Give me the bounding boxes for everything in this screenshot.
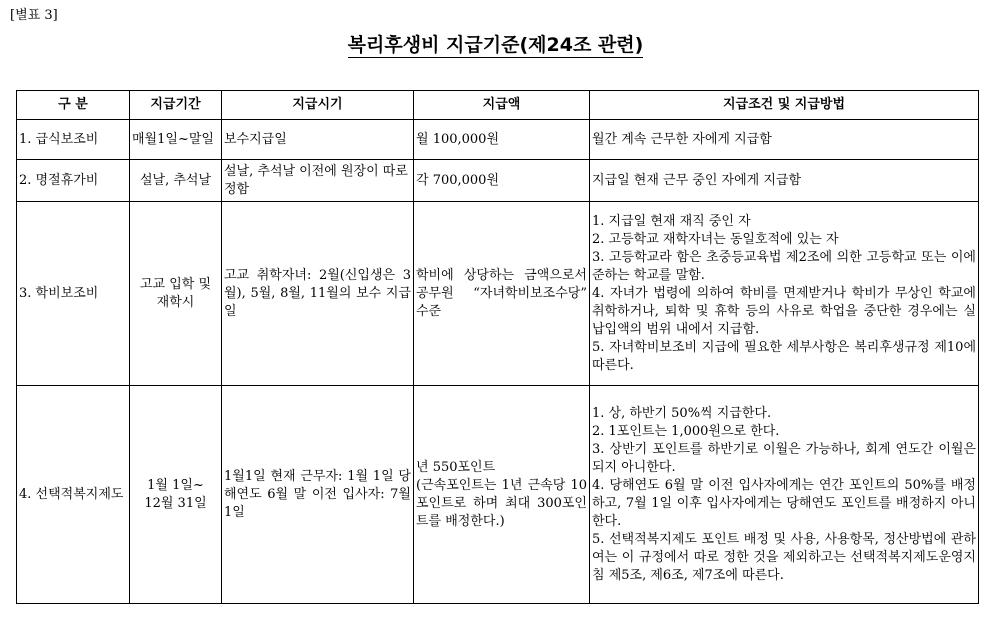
row-conditions (590, 160, 979, 202)
header-period: 지급기간 (130, 91, 222, 120)
row-amount: 각 700,000원 (414, 160, 590, 202)
row-period: 고교 입학 및 재학시 (130, 202, 222, 386)
row-timing: 보수지급일 (222, 120, 414, 160)
amount-line: (근속포인트는 1년 근속당 10포인트로 하며 최대 300포인트를 배정한다.) (416, 477, 587, 529)
row-category: 1. 급식보조비 (17, 120, 130, 160)
condition-line: 2. 1포인트는 1,000원으로 한다. (592, 423, 780, 439)
appendix-tag: [별표 3] (10, 8, 58, 23)
table-row (17, 120, 979, 160)
period-line: 12월 31일 (144, 495, 207, 511)
condition-line: 1. 지급일 현재 재직 중인 자 (592, 213, 751, 229)
row-amount (414, 386, 590, 604)
row-timing: 고교 취학자녀: 2월(신입생은 3월), 5월, 8월, 11월의 보수 지급일 (222, 202, 414, 386)
row-category: 2. 명절휴가비 (17, 160, 130, 202)
document-title-text: 복리후생비 지급기준(제24조 관련) (347, 34, 644, 56)
table-row (17, 386, 979, 604)
row-conditions (590, 202, 979, 386)
condition-line: 2. 고등학교 재학자녀는 동일호적에 있는 자 (592, 231, 839, 247)
header-amount: 지급액 (414, 91, 590, 120)
condition-line: 5. 자녀학비보조비 지급에 필요한 세부사항은 복리후생규정 제10에 따른다. (592, 339, 976, 373)
row-amount: 월 100,000원 (414, 120, 590, 160)
condition-line: 4. 자녀가 법령에 의하여 학비를 면제받거나 학비가 무상인 학교에 취학하거나, 퇴학 및 휴학 등의 사유로 학업을 중단한 경우에는 실 납입액의 범위 내에서 지급함. (592, 285, 976, 337)
row-timing: 설날, 추석날 이전에 원장이 따로 정함 (222, 160, 414, 202)
row-category: 3. 학비보조비 (17, 202, 130, 386)
document-title (0, 30, 991, 57)
row-conditions (590, 120, 979, 160)
table-row (17, 202, 979, 386)
row-period: 매월1일~말일 (130, 120, 222, 160)
row-period: 설날, 추석날 (130, 160, 222, 202)
amount-line: 년 550포인트 (416, 459, 496, 475)
row-category: 4. 선택적복지제도 (17, 386, 130, 604)
row-amount: 학비에 상당하는 금액으로서 공무원 “자녀학비보조수당” 수준 (414, 202, 590, 386)
table-row (17, 160, 979, 202)
row-period (130, 386, 222, 604)
period-line: 1월 1일~ (147, 477, 204, 493)
row-timing: 1월1일 현재 근무자: 1월 1일 당해연도 6월 말 이전 입사자: 7월 1일 (222, 386, 414, 604)
header-conditions: 지급조건 및 지급방법 (590, 91, 979, 120)
condition-line: 3. 상반기 포인트를 하반기로 이월은 가능하나, 회계 연도간 이월은 되지 아니한다. (592, 441, 976, 475)
condition-line: 5. 선택적복지제도 포인트 배정 및 사용, 사용항목, 정산방법에 관하여는 이 규정에서 따로 정한 것을 제외하고는 선택적복지제도운영지침 제5조, 제6조, 제7조에 따른다. (592, 531, 976, 583)
condition-line: 4. 당해연도 6월 말 이전 입사자에게는 연간 포인트의 50%를 배정하고, 7월 1일 이후 입사자에게는 당해연도 포인트를 배정하지 아니한다. (592, 477, 976, 529)
condition-line: 월간 계속 근무한 자에게 지급함 (592, 131, 772, 147)
table-header-row (17, 91, 979, 120)
welfare-table (16, 90, 979, 604)
header-timing: 지급시기 (222, 91, 414, 120)
condition-line: 지급일 현재 근무 중인 자에게 지급함 (592, 172, 802, 188)
condition-line: 1. 상, 하반기 50%씩 지급한다. (592, 405, 772, 421)
row-conditions (590, 386, 979, 604)
condition-line: 3. 고등학교라 함은 초중등교육법 제2조에 의한 고등학교 또는 이에 준하는 학교를 말함. (592, 249, 976, 283)
header-category: 구 분 (17, 91, 130, 120)
